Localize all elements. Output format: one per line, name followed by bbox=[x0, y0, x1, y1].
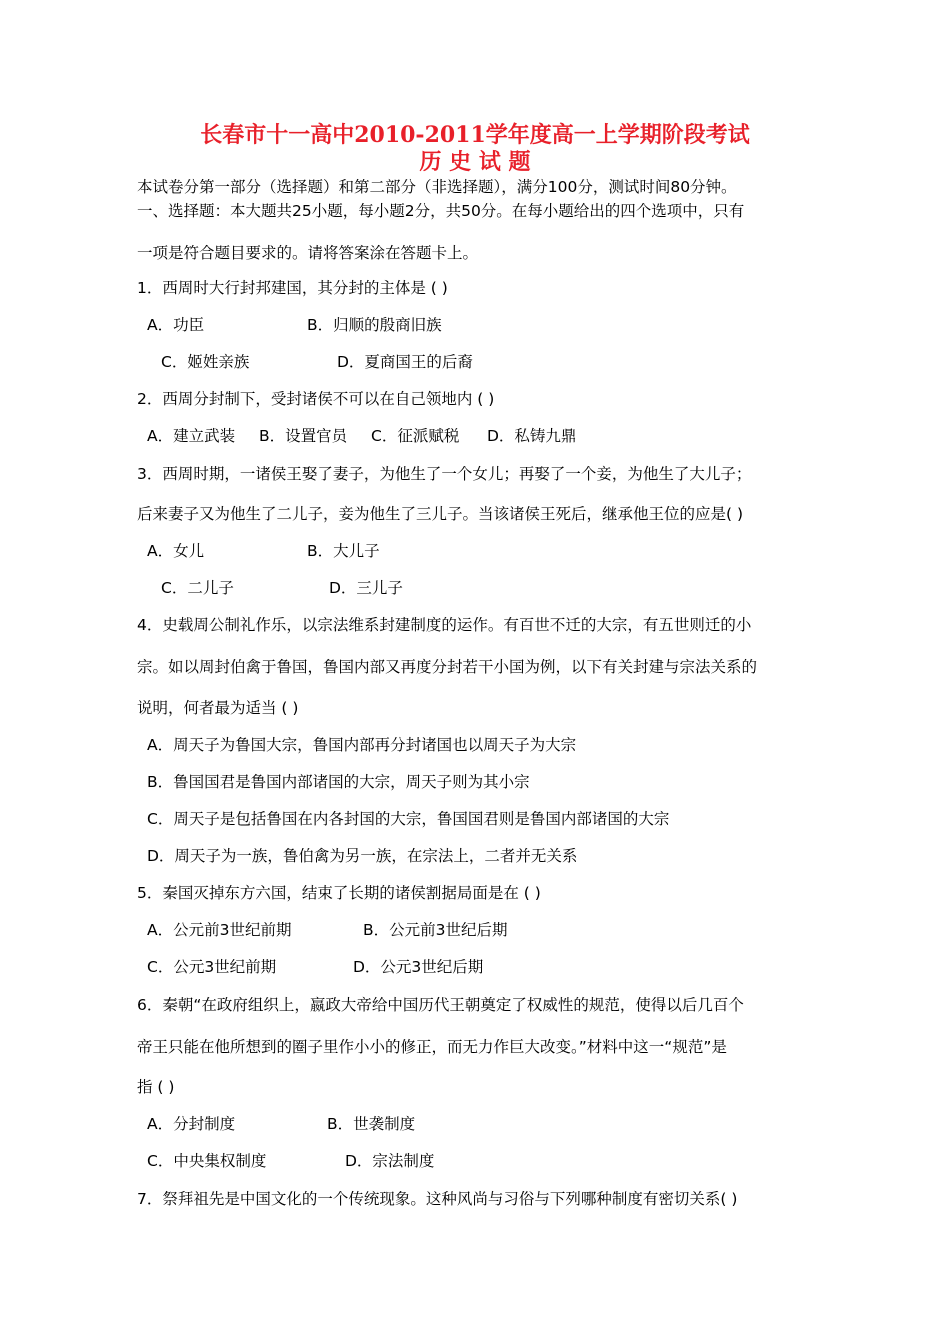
question-3-option-c: C．二儿子 bbox=[161, 579, 234, 597]
question-6-stem-line-2: 帝王只能在他所想到的圈子里作小小的修正，而无力作巨大改变。”材料中这一“规范”是 bbox=[137, 1038, 727, 1056]
question-4-stem-line-2: 宗。如以周封伯禽于鲁国，鲁国内部又再度分封若干小国为例，以下有关封建与宗法关系的 bbox=[137, 658, 758, 676]
question-2-option-b: B．设置官员 bbox=[259, 427, 348, 445]
paper-instructions: 本试卷分第一部分（选择题）和第二部分（非选择题），满分100分，测试时间80分钟。 bbox=[137, 178, 737, 196]
question-1-option-c: C．姬姓亲族 bbox=[161, 353, 250, 371]
question-5-option-c: C．公元3世纪前期 bbox=[147, 958, 277, 976]
section-heading: 一、选择题：本大题共25小题，每小题2分，共50分。在每小题给出的四个选项中，只有 bbox=[137, 202, 745, 220]
question-3-option-b: B．大儿子 bbox=[307, 542, 380, 560]
question-4-stem-line-1: 4．史载周公制礼作乐，以宗法维系封建制度的运作。有百世不迁的大宗，有五世则迁的小 bbox=[137, 616, 752, 634]
question-4-option-c: C．周天子是包括鲁国在内各封国的大宗，鲁国国君则是鲁国内部诸国的大宗 bbox=[147, 810, 670, 828]
question-6-option-a: A．分封制度 bbox=[147, 1115, 236, 1133]
question-4-option-b: B．鲁国国君是鲁国内部诸国的大宗，周天子则为其小宗 bbox=[147, 773, 530, 791]
question-3-stem-line-1: 3．西周时期，一诸侯王娶了妻子，为他生了一个女儿；再娶了一个妾，为他生了大儿子； bbox=[137, 465, 752, 483]
question-1-option-b: B．归顺的殷商旧族 bbox=[307, 316, 442, 334]
question-2-option-c: C．征派赋税 bbox=[371, 427, 460, 445]
question-4-option-a: A．周天子为鲁国大宗，鲁国内部再分封诸国也以周天子为大宗 bbox=[147, 736, 577, 754]
question-2-stem: 2．西周分封制下，受封诸侯不可以在自己领地内 ( ) bbox=[137, 390, 495, 408]
question-5-option-a: A．公元前3世纪前期 bbox=[147, 921, 292, 939]
question-3-stem-line-2: 后来妻子又为他生了二儿子，妾为他生了三儿子。当该诸侯王死后，继承他王位的应是( ) bbox=[137, 505, 744, 523]
exam-title: 长春市十一高中2010-2011学年度高一上学期阶段考试 bbox=[200, 122, 750, 148]
section-heading-cont: 一项是符合题目要求的。请将答案涂在答题卡上。 bbox=[137, 244, 479, 262]
question-2-option-a: A．建立武装 bbox=[147, 427, 236, 445]
question-3-option-a: A．女儿 bbox=[147, 542, 205, 560]
question-4-option-d: D．周天子为一族，鲁伯禽为另一族，在宗法上，二者并无关系 bbox=[147, 847, 578, 865]
question-6-option-d: D．宗法制度 bbox=[345, 1152, 435, 1170]
question-1-stem: 1．西周时大行封邦建国，其分封的主体是 ( ) bbox=[137, 279, 448, 297]
question-6-option-c: C．中央集权制度 bbox=[147, 1152, 267, 1170]
question-5-option-d: D．公元3世纪后期 bbox=[353, 958, 484, 976]
question-6-option-b: B．世袭制度 bbox=[327, 1115, 416, 1133]
question-2-option-d: D．私铸九鼎 bbox=[487, 427, 577, 445]
question-4-stem-line-3: 说明，何者最为适当 ( ) bbox=[137, 699, 299, 717]
question-6-stem-line-3: 指 ( ) bbox=[137, 1078, 175, 1096]
question-1-option-d: D．夏商国王的后裔 bbox=[337, 353, 473, 371]
question-6-stem-line-1: 6．秦朝“在政府组织上，嬴政大帝给中国历代王朝奠定了权威性的规范，使得以后几百个 bbox=[137, 996, 744, 1014]
question-5-stem: 5．秦国灭掉东方六国，结束了长期的诸侯割据局面是在 ( ) bbox=[137, 884, 541, 902]
question-3-option-d: D．三儿子 bbox=[329, 579, 403, 597]
exam-subject-title: 历 史 试 题 bbox=[419, 149, 531, 175]
question-7-stem: 7．祭拜祖先是中国文化的一个传统现象。这种风尚与习俗与下列哪种制度有密切关系( ) bbox=[137, 1190, 738, 1208]
question-1-option-a: A．功臣 bbox=[147, 316, 205, 334]
question-5-option-b: B．公元前3世纪后期 bbox=[363, 921, 508, 939]
